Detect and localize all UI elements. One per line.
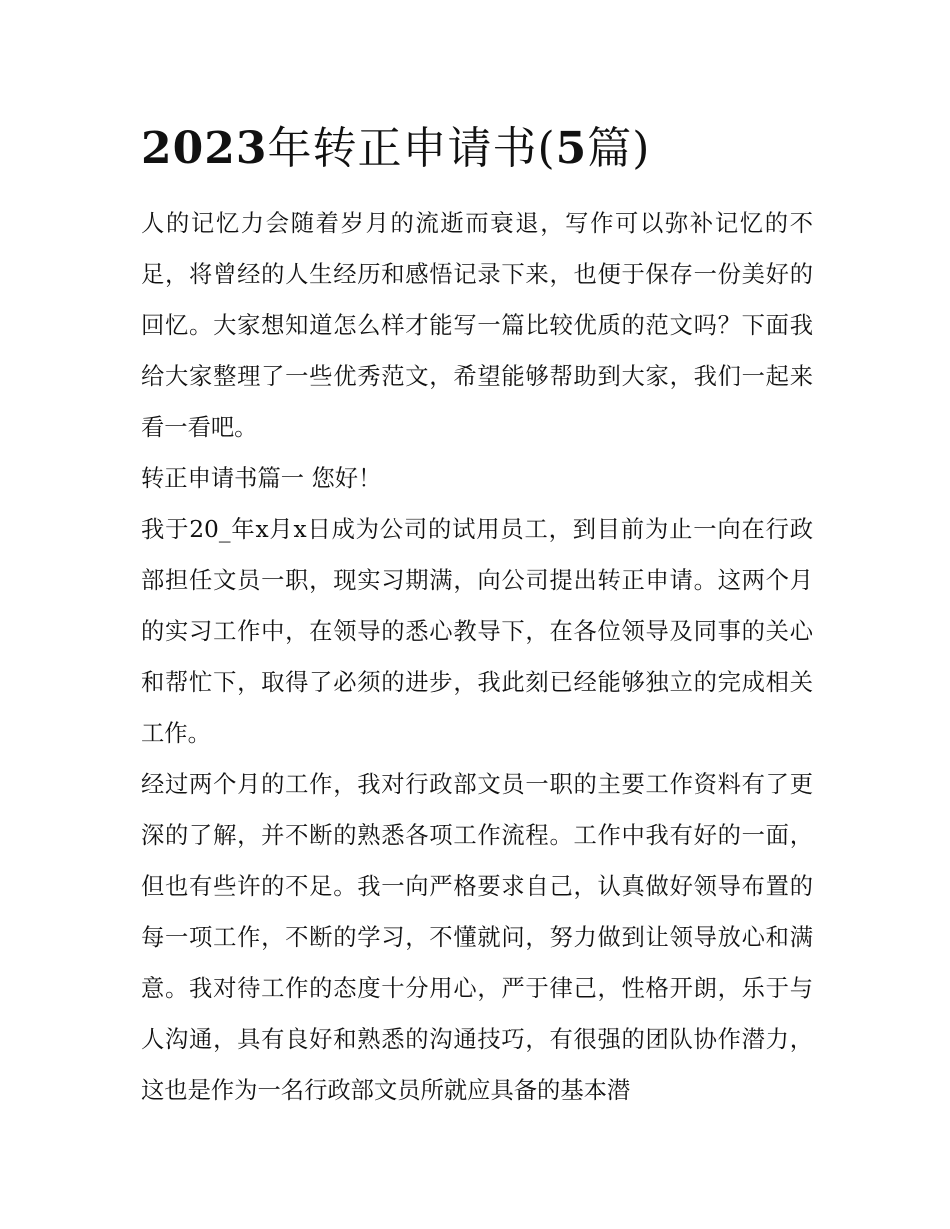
document-title [141, 118, 813, 180]
title-year: 2023 [141, 123, 268, 174]
title-text: 年转正申请书( [267, 123, 556, 174]
intro-paragraph: 人的记忆力会随着岁月的流逝而衰退，写作可以弥补记忆的不足，将曾经的人生经历和感悟记录下来，也便于保存一份美好的回忆。大家想知道怎么样才能写一篇比较优质的范文吗？下面我给大家整理了一些优秀范文，希望能够帮助到大家，我们一起来看一看吧。 [141, 210, 813, 441]
section-heading: 转正申请书篇一 您好！ [141, 465, 382, 492]
title-count: 5 [555, 123, 588, 174]
body-paragraph: 我于20_年x月x日成为公司的试用员工，到目前为止一向在行政部担任文员一职，现实习期满，向公司提出转正申请。这两个月的实习工作中，在领导的悉心教导下，在各位领导及同事的关心和帮忙下，取得了必须的进步，我此刻已经能够独立的完成相关工作。 [141, 516, 813, 747]
document-body [141, 118, 813, 1116]
body-paragraph: 经过两个月的工作，我对行政部文员一职的主要工作资料有了更深的了解，并不断的熟悉各项工作流程。工作中我有好的一面，但也有些许的不足。我一向严格要求自己，认真做好领导布置的每一项工作，不断的学习，不懂就问，努力做到让领导放心和满意。我对待工作的态度十分用心，严于律己，性格开朗，乐于与人沟通，具有良好和熟悉的沟通技巧，有很强的团队协作潜力，这也是作为一名行政部文员所就应具备的基本潜 [141, 771, 813, 1104]
title-suffix: 篇) [587, 123, 651, 174]
